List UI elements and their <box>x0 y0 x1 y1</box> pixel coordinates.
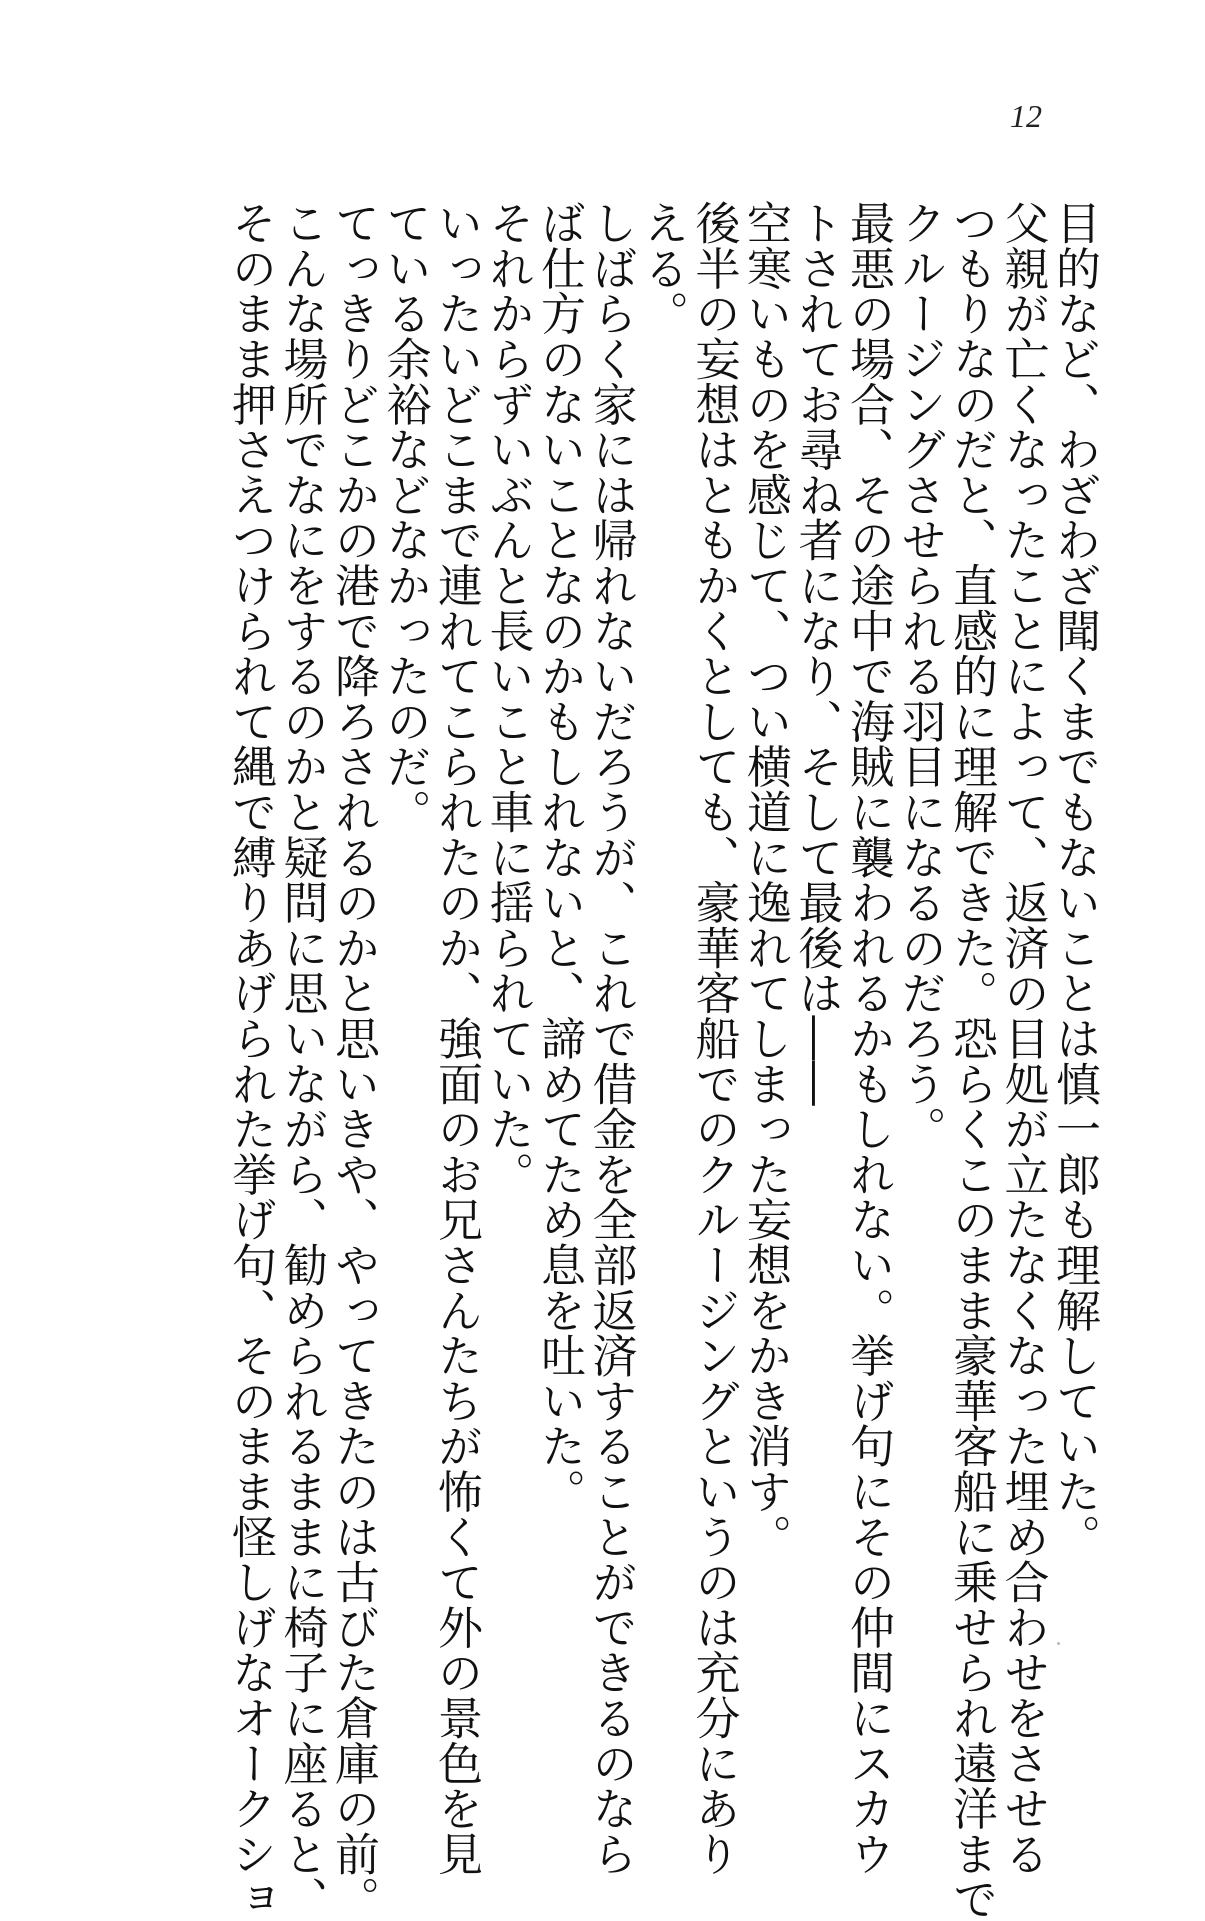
text-line: ば仕方のないことなのかもしれないと、諦めてため息を吐いた。 <box>533 200 586 1514</box>
body-text <box>224 200 1101 1921</box>
text-line: つもりなのだと、直感的に理解できた。恐らくこのまま豪華客船に乗せられ遠洋まで <box>945 200 998 1921</box>
text-line: 父親が亡くなったことによって、返済の目処が立たなくなった埋め合わせをさせる <box>996 200 1050 1877</box>
scan-speck <box>1057 1642 1060 1645</box>
text-line: こんな場所でなにをするのかと疑問に思いながら、勧められるままに椅子に座ると、 <box>275 200 329 1921</box>
text-line: 後半の妄想はともかくとしても、豪華客船でのクルージングというのは充分にあり <box>687 200 741 1877</box>
text-line: しばらく家には帰れないだろうが、これで借金を全部返済することができるのなら <box>584 200 638 1877</box>
text-line: える。 <box>636 200 689 336</box>
text-line: それからずいぶんと長いこと車に揺られていた。 <box>481 200 535 1197</box>
text-line: そのまま押さえつけられて縄で縛りあげられた挙げ句、そのまま怪しげなオークショ <box>224 200 277 1921</box>
text-line: てっきりどこかの港で降ろされるのかと思いきや、やってきたのは古びた倉庫の前。 <box>327 200 380 1921</box>
text-line: トされてお尋ね者になり、そして最後は―― <box>790 200 844 1106</box>
text-line: クルージングさせられる羽目になるのだろう。 <box>893 200 947 1152</box>
text-line: 空寒いものを感じて、つい横道に逸れてしまった妄想をかき消す。 <box>739 200 792 1559</box>
text-line: 最悪の場合、その途中で海賊に襲われるかもしれない。挙げ句にその仲間にスカウ <box>842 200 895 1877</box>
text-line: ている余裕などなかったのだ。 <box>378 200 432 835</box>
text-line: 目的など、わざわざ聞くまでもないことは慎一郎も理解していた。 <box>1048 200 1101 1559</box>
text-line: いったいどこまで連れてこられたのか、強面のお兄さんたちが怖くて外の景色を見 <box>430 200 483 1877</box>
page-number: 12 <box>1010 98 1042 134</box>
